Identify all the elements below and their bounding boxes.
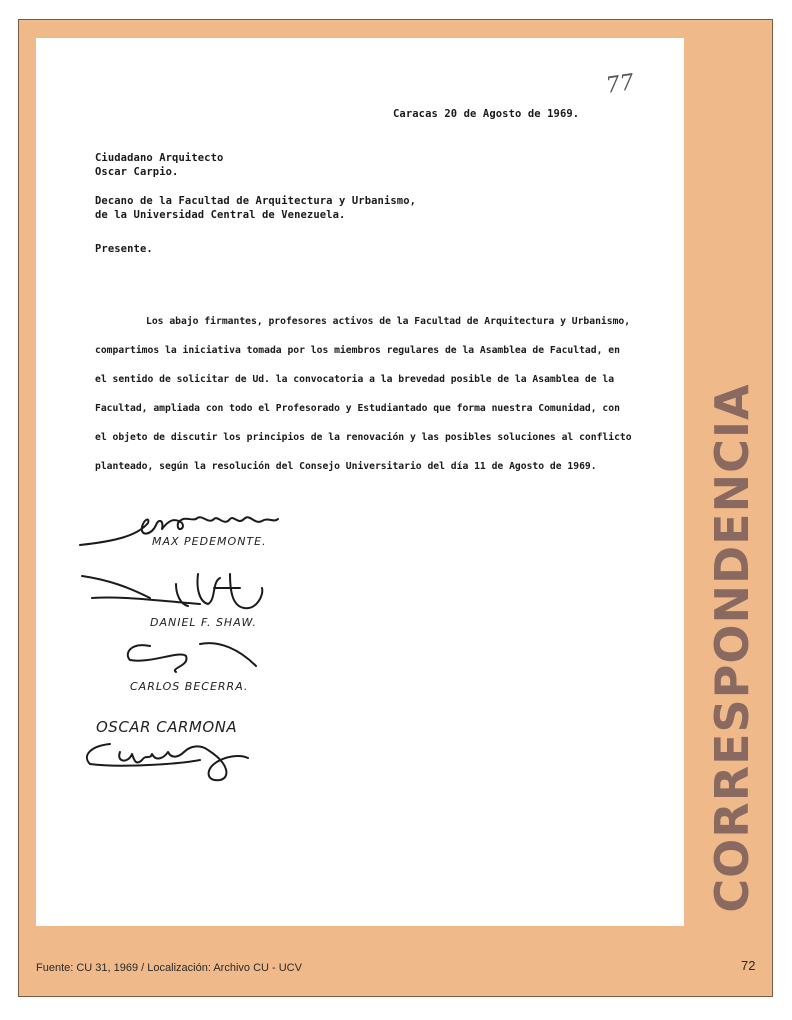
recipient-position: Decano de la Facultad de Arquitectura y Urbanismo,: [95, 195, 417, 207]
signature-name: OSCAR CARMONA: [96, 718, 238, 736]
signature-carmona: [80, 738, 250, 786]
section-title-text: CORRESPONDENCIA: [705, 382, 759, 913]
signature-name: DANIEL F. SHAW.: [150, 616, 258, 629]
archive-number: 77: [604, 70, 636, 99]
source-caption: Fuente: CU 31, 1969 / Localización: Archivo CU - UCV: [36, 962, 302, 974]
page-number: 72: [741, 958, 756, 973]
body-line: el objeto de discutir los principios de la renovación y las posibles soluciones al conflicto: [95, 432, 632, 443]
recipient-title: Ciudadano Arquitecto: [95, 152, 224, 164]
body-line: planteado, según la resolución del Consejo Universitario del día 11 de Agosto de 1969.: [95, 461, 597, 472]
section-title: [687, 370, 777, 925]
body-line: compartimos la iniciativa tomada por los miembros regulares de la Asamblea de Facultad, en: [95, 345, 620, 356]
letter-date: Caracas 20 de Agosto de 1969.: [393, 108, 580, 120]
body-line: Facultad, ampliada con todo el Profesorado y Estudiantado que forma nuestra Comunidad, con: [95, 403, 620, 414]
signature-shaw: [80, 570, 280, 620]
body-line: el sentido de solicitar de Ud. la convocatoria a la brevedad posible de la Asamblea de la: [95, 374, 615, 385]
body-line: Los abajo firmantes, profesores activos de la Facultad de Arquitectura y Urbanismo,: [146, 316, 631, 327]
signature-becerra: [110, 636, 270, 676]
salutation: Presente.: [95, 243, 153, 255]
recipient-name: Oscar Carpio.: [95, 166, 179, 178]
signature-name: MAX PEDEMONTE.: [152, 535, 267, 548]
recipient-institution: de la Universidad Central de Venezuela.: [95, 209, 346, 221]
signature-name: CARLOS BECERRA.: [130, 680, 249, 693]
